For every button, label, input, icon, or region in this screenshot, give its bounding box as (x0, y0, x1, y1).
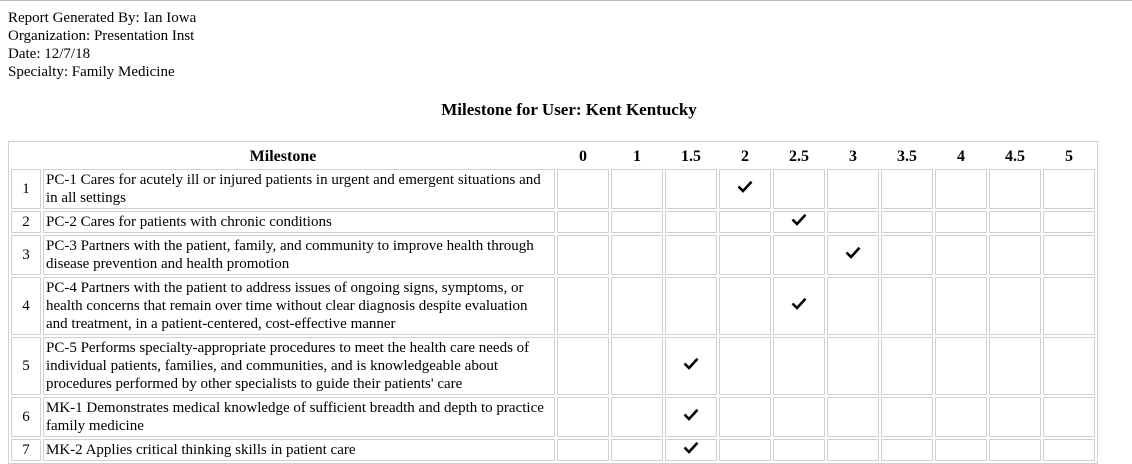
level-cell (935, 337, 987, 395)
level-cell (935, 397, 987, 437)
level-header: 2.5 (789, 147, 809, 165)
generated-by: Report Generated By: Ian Iowa (8, 10, 197, 26)
level-header: 1 (633, 147, 641, 165)
row-number: 7 (11, 439, 41, 461)
level-cell (611, 337, 663, 395)
level-cell (881, 277, 933, 335)
level-cell (827, 211, 879, 233)
checkmark-icon (737, 180, 753, 193)
row-number: 3 (11, 235, 41, 275)
level-cell (827, 235, 879, 275)
level-cell (773, 211, 825, 233)
level-header: 0 (579, 147, 587, 165)
checkmark-icon (683, 408, 699, 421)
level-cell (773, 169, 825, 209)
milestone-description: PC-3 Partners with the patient, family, and community to improve health through disease prevention and health promotion (43, 235, 555, 275)
level-cell (719, 169, 771, 209)
level-cell (719, 235, 771, 275)
level-cell (881, 169, 933, 209)
checkmark-icon (791, 297, 807, 310)
level-cell (719, 211, 771, 233)
level-cell (557, 211, 609, 233)
level-cell (611, 211, 663, 233)
row-number: 4 (11, 277, 41, 335)
table-header-row (11, 144, 1095, 167)
level-cell (773, 397, 825, 437)
level-header: 5 (1065, 147, 1073, 165)
milestone-description: PC-4 Partners with the patient to address issues of ongoing signs, symptoms, or health concerns that remain over time without clear diagnosis despite evaluation and treatment, in a patient-centered, cost-effective manner (43, 277, 555, 335)
level-header: 4.5 (1005, 147, 1025, 165)
row-number: 2 (11, 211, 41, 233)
level-header: 1.5 (681, 147, 701, 165)
table-row (11, 211, 1095, 233)
level-cell (665, 169, 717, 209)
level-cell (557, 397, 609, 437)
level-cell (557, 169, 609, 209)
level-header: 4 (957, 147, 965, 165)
level-cell (611, 169, 663, 209)
level-cell (1043, 397, 1095, 437)
level-cell (1043, 337, 1095, 395)
level-cell (827, 397, 879, 437)
page-title: Milestone for User: Kent Kentucky (441, 100, 697, 119)
top-divider (0, 0, 1132, 1)
level-cell (665, 337, 717, 395)
level-cell (989, 337, 1041, 395)
level-cell (773, 235, 825, 275)
level-cell (557, 235, 609, 275)
milestone-description: PC-5 Performs specialty-appropriate procedures to meet the health care needs of individual patients, families, and communities, and is knowledgeable about procedures performed by other specialists to guide their patients' care (43, 337, 555, 395)
level-header: 3.5 (897, 147, 917, 165)
level-cell (719, 277, 771, 335)
milestone-description: PC-2 Cares for patients with chronic conditions (43, 211, 555, 233)
level-cell (827, 337, 879, 395)
level-cell (611, 277, 663, 335)
table-row (11, 169, 1095, 209)
level-cell (665, 211, 717, 233)
level-cell (881, 211, 933, 233)
organization: Organization: Presentation Inst (8, 28, 195, 44)
level-header: 2 (741, 147, 749, 165)
checkmark-icon (683, 357, 699, 370)
level-cell (773, 277, 825, 335)
level-cell (989, 211, 1041, 233)
level-header: 3 (849, 147, 857, 165)
table-row (11, 397, 1095, 437)
level-cell (881, 397, 933, 437)
level-cell (611, 235, 663, 275)
level-cell (935, 211, 987, 233)
report-date: Date: 12/7/18 (8, 46, 91, 62)
level-cell (665, 277, 717, 335)
level-cell (1043, 169, 1095, 209)
checkmark-icon (845, 246, 861, 259)
checkmark-icon (683, 441, 699, 454)
level-cell (611, 397, 663, 437)
level-cell (989, 169, 1041, 209)
level-cell (881, 337, 933, 395)
level-cell (719, 337, 771, 395)
level-cell (1043, 277, 1095, 335)
milestone-description: PC-1 Cares for acutely ill or injured patients in urgent and emergent situations and in all settings (43, 169, 555, 209)
level-cell (989, 397, 1041, 437)
level-cell (665, 397, 717, 437)
milestone-table (8, 141, 1098, 464)
specialty: Specialty: Family Medicine (8, 64, 175, 80)
level-cell (1043, 235, 1095, 275)
table-row (11, 337, 1095, 395)
level-cell (557, 277, 609, 335)
level-cell (773, 337, 825, 395)
level-cell (827, 277, 879, 335)
level-cell (989, 277, 1041, 335)
level-cell (935, 235, 987, 275)
level-cell (665, 235, 717, 275)
level-cell (935, 277, 987, 335)
row-number: 5 (11, 337, 41, 395)
level-cell (989, 235, 1041, 275)
level-cell (557, 337, 609, 395)
checkmark-icon (791, 213, 807, 226)
level-cell (827, 169, 879, 209)
row-number: 1 (11, 169, 41, 209)
level-cell (935, 169, 987, 209)
milestone-column-header: Milestone (249, 147, 317, 165)
level-cell (881, 235, 933, 275)
table-row (11, 235, 1095, 275)
row-number: 6 (11, 397, 41, 437)
milestone-description: MK-2 Applies critical thinking skills in patient care (43, 439, 555, 461)
milestone-description: MK-1 Demonstrates medical knowledge of sufficient breadth and depth to practice family medicine (43, 397, 555, 437)
level-cell (1043, 211, 1095, 233)
table-row (11, 277, 1095, 335)
report-header (8, 9, 196, 81)
level-cell (719, 397, 771, 437)
